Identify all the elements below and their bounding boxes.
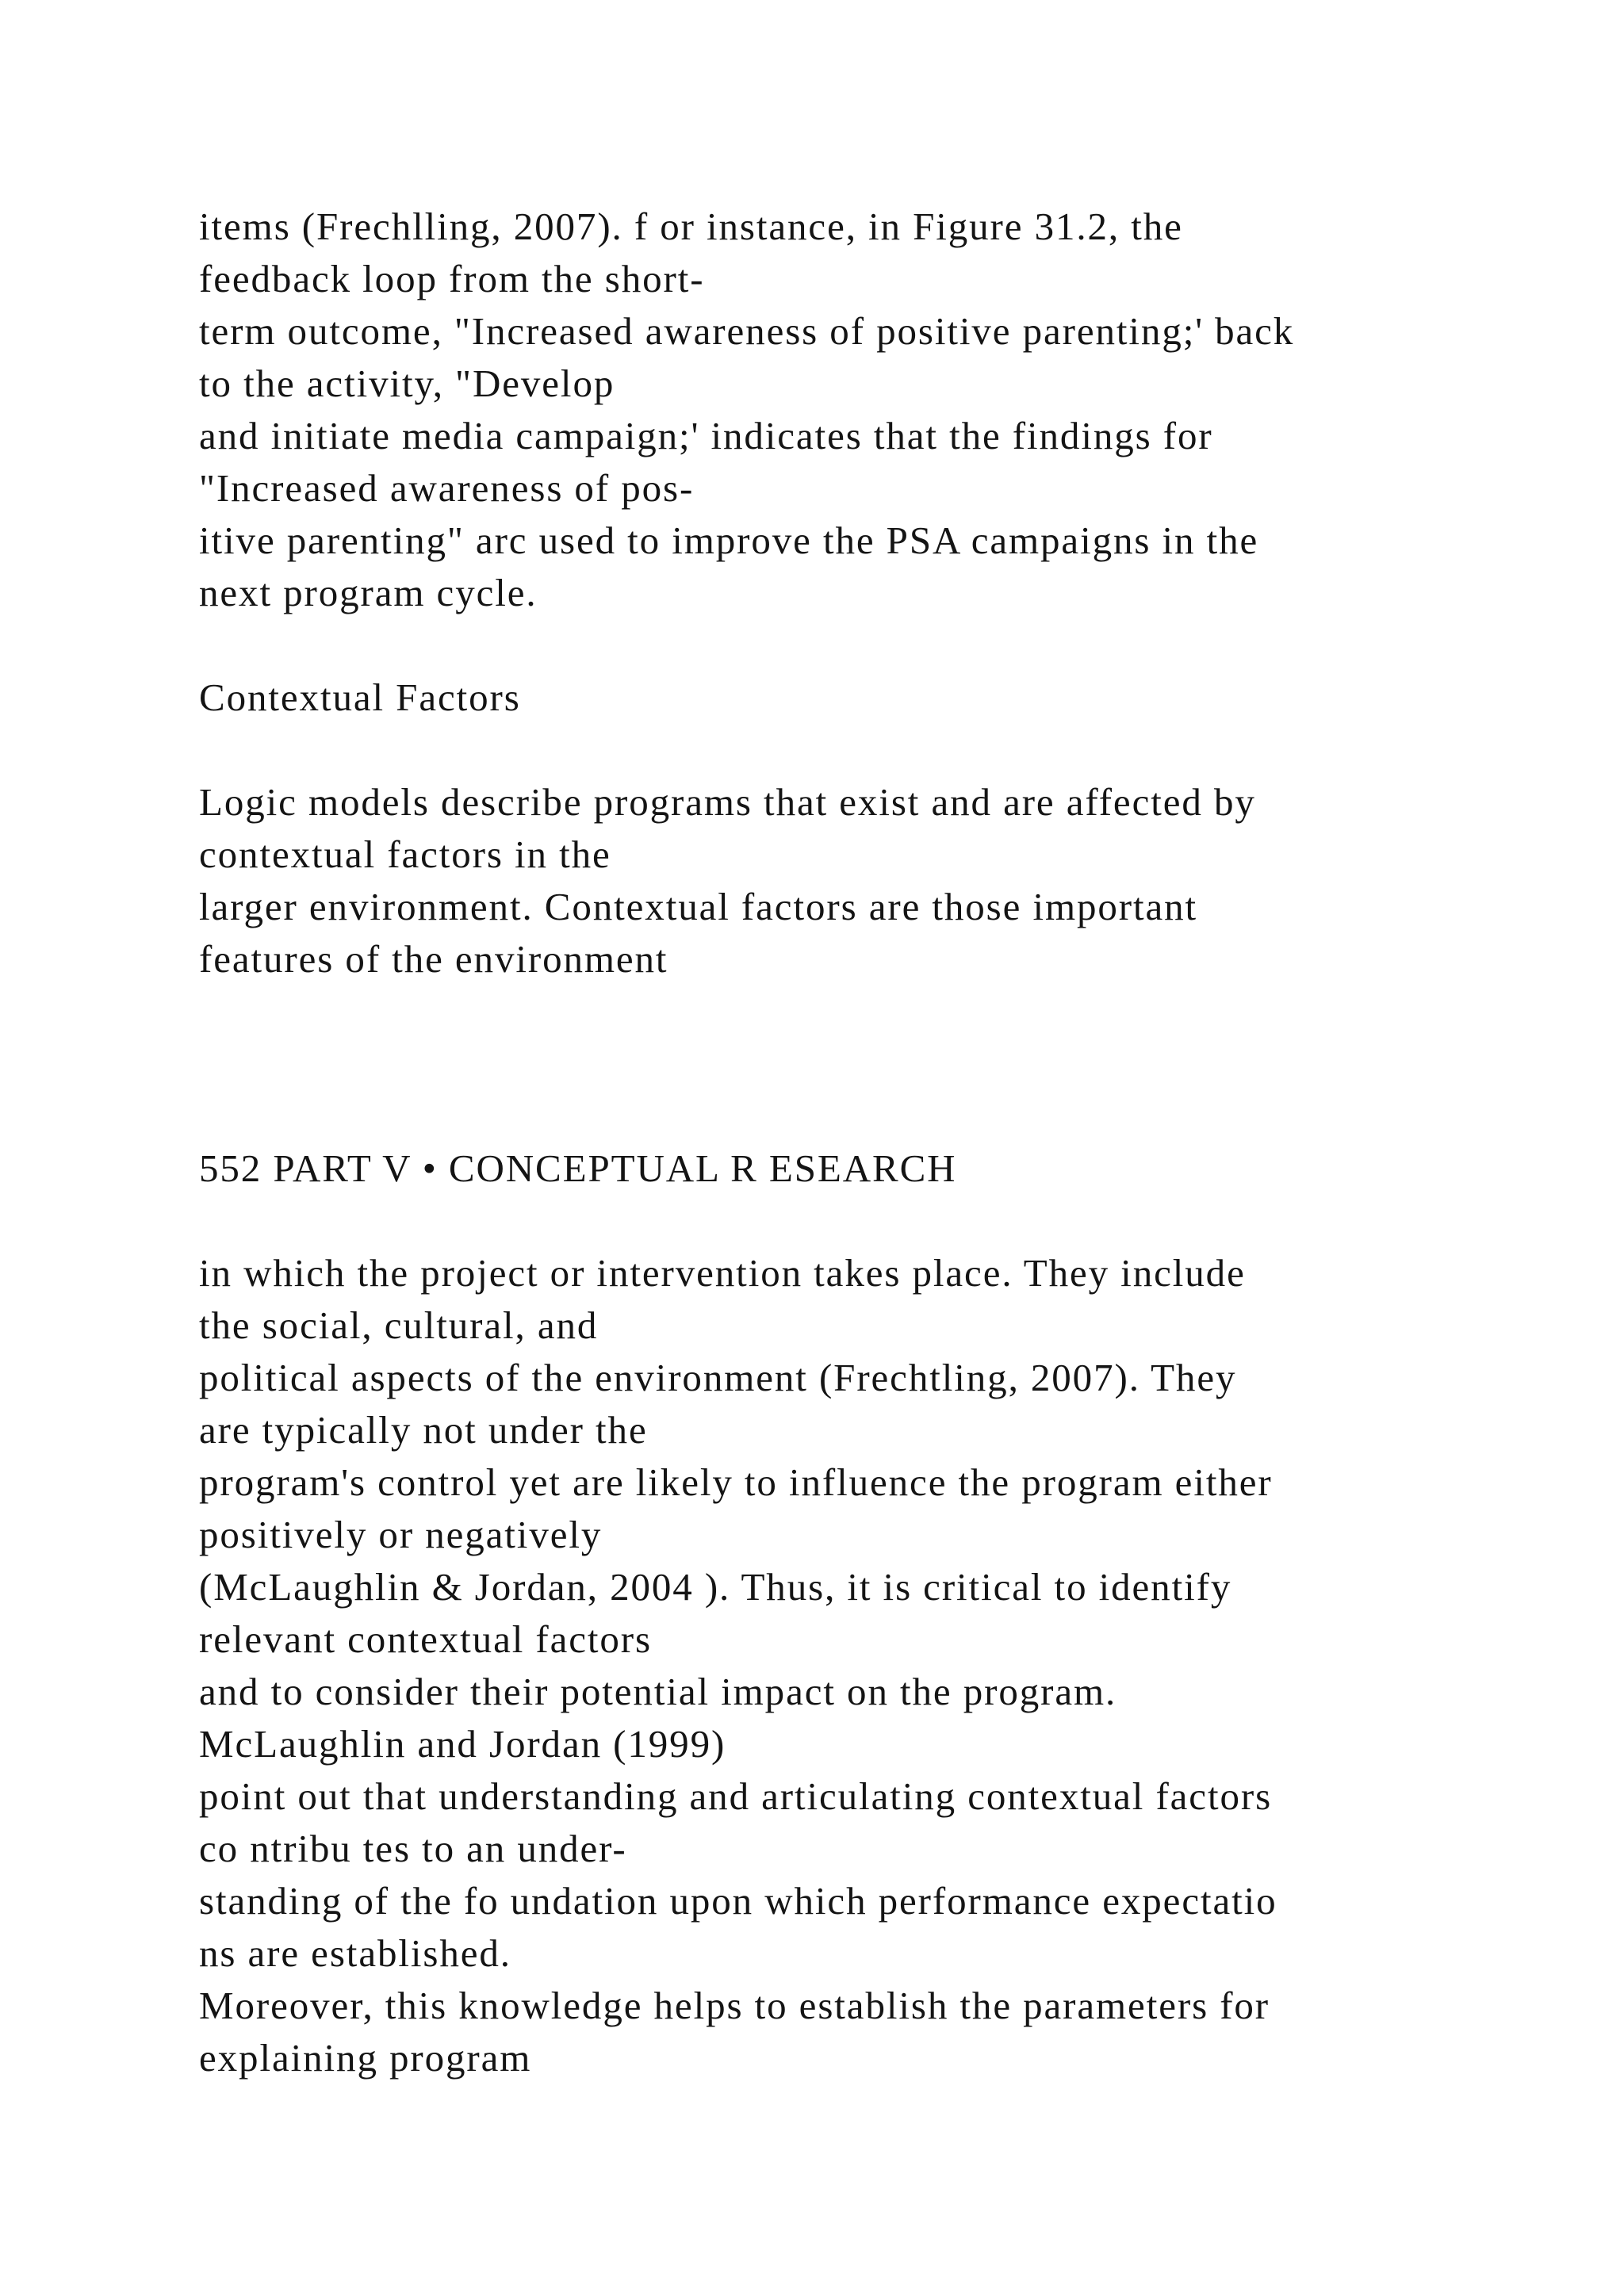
body-text-line: (McLaughlin & Jordan, 2004 ). Thus, it is critical to identify: [199, 1565, 1232, 1609]
body-text-line: "Increased awareness of pos-: [199, 466, 695, 510]
body-text-line: explaining program: [199, 2036, 532, 2080]
body-text-line: positively or negatively: [199, 1513, 603, 1556]
body-text-line: ns are established.: [199, 1931, 511, 1975]
body-text-line: point out that understanding and articulating contextual factors: [199, 1774, 1273, 1818]
body-text-line: relevant contextual factors: [199, 1617, 652, 1661]
body-text-line: Logic models describe programs that exist and are affected by: [199, 780, 1256, 824]
running-header: 552 PART V • CONCEPTUAL R ESEARCH: [199, 1146, 957, 1190]
body-text-line: political aspects of the environment (Frechtling, 2007). They: [199, 1356, 1237, 1399]
section-heading: Contextual Factors: [199, 675, 521, 719]
body-text-line: Moreover, this knowledge helps to establish the parameters for: [199, 1984, 1270, 2027]
body-text-line: and to consider their potential impact on the program.: [199, 1670, 1117, 1713]
body-text-line: co ntribu tes to an under-: [199, 1827, 627, 1870]
body-text-line: McLaughlin and Jordan (1999): [199, 1722, 726, 1766]
body-text-line: next program cycle.: [199, 571, 538, 614]
body-text-line: term outcome, "Increased awareness of positive parenting;' back: [199, 309, 1295, 353]
body-text-line: and initiate media campaign;' indicates that the findings for: [199, 414, 1213, 457]
body-text-line: contextual factors in the: [199, 832, 611, 876]
body-text-line: program's control yet are likely to influence the program either: [199, 1460, 1273, 1504]
body-text-line: are typically not under the: [199, 1408, 648, 1452]
body-text-line: itive parenting" arc used to improve the PSA campaigns in the: [199, 519, 1259, 562]
body-text-line: larger environment. Contextual factors are those important: [199, 885, 1198, 928]
body-text-line: standing of the fo undation upon which performance expectatio: [199, 1879, 1277, 1923]
body-text-line: features of the environment: [199, 937, 668, 981]
body-text-line: in which the project or intervention takes place. They include: [199, 1251, 1246, 1295]
body-text-line: to the activity, "Develop: [199, 362, 615, 405]
body-text-line: the social, cultural, and: [199, 1303, 599, 1347]
body-text-line: feedback loop from the short-: [199, 257, 705, 300]
body-text-line: items (Frechlling, 2007). f or instance, in Figure 31.2, the: [199, 205, 1183, 248]
